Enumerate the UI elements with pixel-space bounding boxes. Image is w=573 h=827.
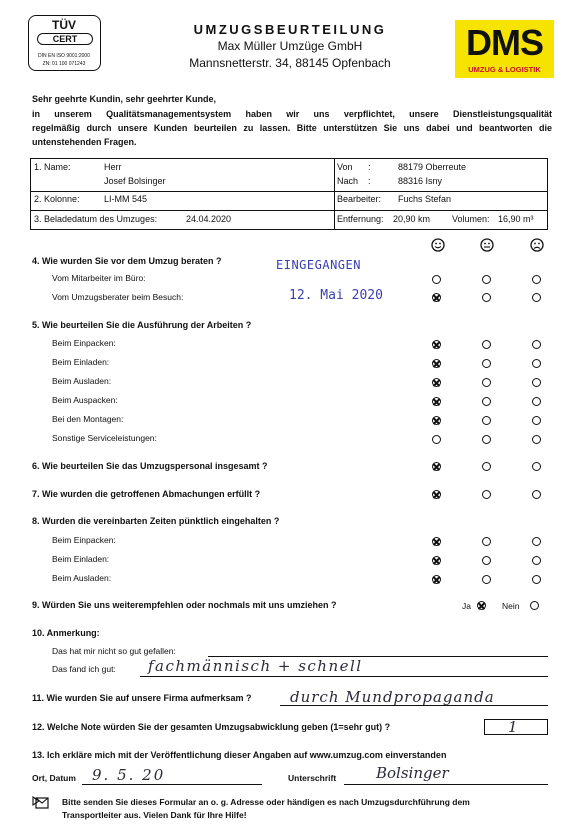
q5-ausladen-good[interactable] [432,378,441,387]
q5-auspacken-neutral[interactable] [482,397,491,406]
tuv-logo [28,15,101,71]
q10-positive-line[interactable] [140,676,548,677]
von-value: 88179 Oberreute [398,162,467,172]
smiley-happy-icon [431,238,445,252]
q10-negative-label: Das hat mir nicht so gut gefallen: [52,646,176,656]
intro-line2: in unserem Qualitätsmanagementsystem haben wir uns verpflichtet, unsere Dienstleistungsqualität [32,109,552,119]
q5-einpacken-good[interactable] [432,340,441,349]
q5-montagen-neutral[interactable] [482,416,491,425]
question-6: 6. Wie beurteilen Sie das Umzugspersonal insgesamt ? [32,461,268,471]
footer-line2: Transportleiter aus. Vielen Dank für Ihre Hilfe! [62,810,247,820]
q5-montagen-good[interactable] [432,416,441,425]
von-label: Von [337,162,353,172]
q11-answer: durch Mundpropaganda [290,688,495,706]
q4-visit-good[interactable] [432,293,441,302]
footer-line1: Bitte senden Sie dieses Formular an o. g. Adresse oder händigen es nach Umzugsdurchführung dem [62,797,470,807]
q5-service-label: Sonstige Serviceleistungen: [52,433,157,443]
question-7: 7. Wie wurden die getroffenen Abmachungen erfüllt ? [32,489,261,499]
volumen-value: 16,90 m³ [498,214,534,224]
q10-positive-answer: fachmännisch + schnell [148,657,363,675]
q8-einpacken-label: Beim Einpacken: [52,535,116,545]
bearbeiter-label: Bearbeiter: [337,194,382,204]
q5-montagen-bad[interactable] [532,416,541,425]
q8-einpacken-neutral[interactable] [482,537,491,546]
q6-bad[interactable] [532,462,541,471]
intro-greeting: Sehr geehrte Kundin, sehr geehrter Kunde, [32,94,217,104]
q5-einpacken-bad[interactable] [532,340,541,349]
q9-nein-label: Nein [502,601,520,611]
question-8: 8. Wurden die vereinbarten Zeiten pünktlich eingehalten ? [32,516,280,526]
q12-answer: 1 [508,718,518,736]
ort-datum-value: 9. 5. 20 [92,766,166,784]
q5-einpacken-neutral[interactable] [482,340,491,349]
name-title: Herr [104,162,122,172]
question-10: 10. Anmerkung: [32,628,100,638]
q9-ja-radio[interactable] [477,601,486,610]
tuv-zn: ZN: 01 100 071243 [42,61,86,67]
smiley-neutral-icon [480,238,494,252]
q5-service-bad[interactable] [532,435,541,444]
company-name: Max Müller Umzüge GmbH [217,39,363,53]
q5-service-neutral[interactable] [482,435,491,444]
q5-auspacken-good[interactable] [432,397,441,406]
received-stamp: EINGEGANGEN [276,258,361,272]
q6-good[interactable] [432,462,441,471]
company-address: Mannsnetterstr. 34, 88145 Opfenbach [189,56,391,70]
nach-label: Nach [337,176,359,186]
q5-ausladen-label: Beim Ausladen: [52,376,112,386]
q8-einladen-good[interactable] [432,556,441,565]
mail-icon [32,795,50,809]
q8-ausladen-label: Beim Ausladen: [52,573,112,583]
q4-office-neutral[interactable] [482,275,491,284]
q4-visit-neutral[interactable] [482,293,491,302]
q8-einladen-neutral[interactable] [482,556,491,565]
q5-service-good[interactable] [432,435,441,444]
question-5: 5. Wie beurteilen Sie die Ausführung der Arbeiten ? [32,320,252,330]
volumen-label: Volumen: [452,214,490,224]
received-date-stamp: 12. Mai 2020 [289,288,383,303]
datum-value: 24.04.2020 [186,214,232,224]
q5-montagen-label: Bei den Montagen: [52,414,124,424]
kolonne-label: 2. Kolonne: [34,194,80,204]
q5-einladen-neutral[interactable] [482,359,491,368]
q4-office-bad[interactable] [532,275,541,284]
q8-ausladen-bad[interactable] [532,575,541,584]
tuv-top: TÜV [52,18,76,32]
nach-colon: : [368,176,371,186]
unterschrift-label: Unterschrift [288,773,337,783]
intro-line3: regelmäßig durch unsere Kunden beurteilen zu lassen. Bitte unterstützen Sie uns dabei und beantworten die [32,123,552,133]
q5-ausladen-neutral[interactable] [482,378,491,387]
question-11: 11. Wie wurden Sie auf unsere Firma aufmerksam ? [32,693,252,703]
q7-neutral[interactable] [482,490,491,499]
unterschrift-line[interactable] [344,784,548,785]
q8-einpacken-good[interactable] [432,537,441,546]
q10-positive-label: Das fand ich gut: [52,664,116,674]
q5-auspacken-label: Beim Auspacken: [52,395,118,405]
kolonne-value: LI-MM 545 [104,194,148,204]
q5-einladen-good[interactable] [432,359,441,368]
question-13: 13. Ich erkläre mich mit der Veröffentlichung dieser Angaben auf www.umzug.com einverstanden [32,750,447,760]
q5-ausladen-bad[interactable] [532,378,541,387]
nach-value: 88316 Isny [398,176,443,186]
q8-einpacken-bad[interactable] [532,537,541,546]
name-label: 1. Name: [34,162,71,172]
q5-auspacken-bad[interactable] [532,397,541,406]
q4-office-label: Vom Mitarbeiter im Büro: [52,273,146,283]
dms-logo [455,20,554,78]
dms-logo-sub: UMZUG & LOGISTIK [468,65,541,74]
intro-line4: untenstehenden Fragen. [32,137,137,147]
q4-visit-label: Vom Umzugsberater beim Besuch: [52,292,184,302]
q5-einladen-bad[interactable] [532,359,541,368]
q9-nein-radio[interactable] [530,601,539,610]
dms-logo-text: DMS [466,22,543,63]
question-9: 9. Würden Sie uns weiterempfehlen oder nochmals mit uns umziehen ? [32,600,337,610]
q5-einpacken-label: Beim Einpacken: [52,338,116,348]
tuv-cert: CERT [37,33,93,45]
form-title: UMZUGSBEURTEILUNG [193,22,387,37]
von-colon: : [368,162,371,172]
bearbeiter-value: Fuchs Stefan [398,194,452,204]
tuv-iso: DIN EN ISO 9001:2000 [38,53,90,59]
q7-good[interactable] [432,490,441,499]
q9-ja-label: Ja [462,601,471,611]
q4-visit-bad[interactable] [532,293,541,302]
question-12: 12. Welche Note würden Sie der gesamten Umzugsabwicklung geben (1=sehr gut) ? [32,722,391,732]
datum-label: 3. Beladedatum des Umzuges: [34,214,158,224]
q8-einladen-bad[interactable] [532,556,541,565]
entfernung-label: Entfernung: [337,214,384,224]
q4-office-good[interactable] [432,275,441,284]
q6-neutral[interactable] [482,462,491,471]
q8-einladen-label: Beim Einladen: [52,554,110,564]
entfernung-value: 20,90 km [393,214,431,224]
q5-einladen-label: Beim Einladen: [52,357,110,367]
q8-ausladen-good[interactable] [432,575,441,584]
signature: Bolsinger [376,764,449,782]
q8-ausladen-neutral[interactable] [482,575,491,584]
smiley-sad-icon [530,238,544,252]
ort-datum-label: Ort, Datum [32,773,76,783]
name-value: Josef Bolsinger [104,176,166,186]
ort-datum-line[interactable] [82,784,262,785]
question-4: 4. Wie wurden Sie vor dem Umzug beraten ? [32,256,222,266]
q7-bad[interactable] [532,490,541,499]
